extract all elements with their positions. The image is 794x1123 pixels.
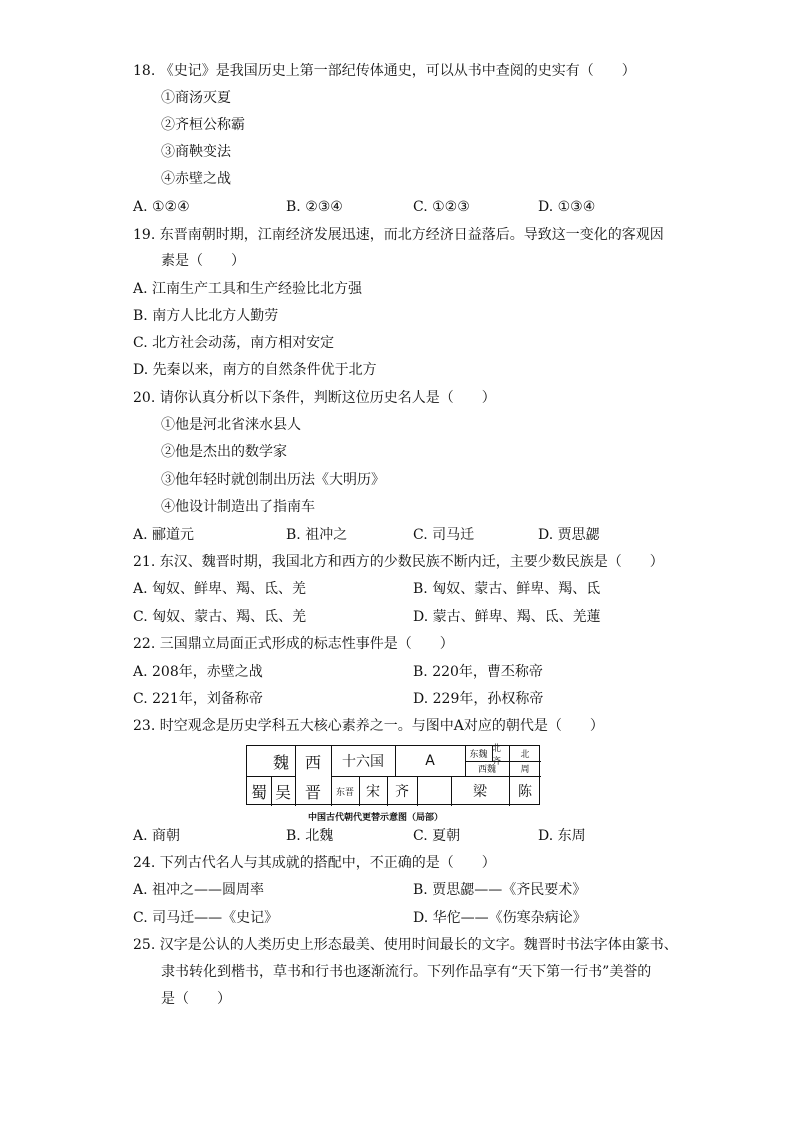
q21-option-d: D. 蒙古、鲜卑、羯、氐、羌蓮 [413, 609, 601, 625]
q22-option-a: A. 208年，赤壁之战 [133, 664, 263, 680]
q18-item-3: ③商鞅变法 [161, 144, 231, 160]
q22-option-d: D. 229年，孙权称帝 [413, 691, 544, 707]
q20-item-3: ③他年轻时就创制出历法《大明历》 [161, 472, 385, 488]
chart-wu: 吴 [274, 782, 291, 802]
q22-option-c: C. 221年，刘备称帝 [133, 691, 263, 707]
q19-option-b: B. 南方人比北方人勤劳 [133, 308, 279, 324]
q23-option-b: B. 北魏 [286, 828, 334, 844]
q18-option-a: A. ①②④ [133, 199, 190, 215]
q20-option-a: A. 郦道元 [133, 527, 195, 543]
q20-option-d: D. 贾思勰 [538, 527, 600, 543]
chart-qi: 齐 [395, 784, 409, 800]
q25-stem-line2: 隶书转化到楷书，草书和行书也逐渐流行。下列作品享有“天下第一行书”美誉的 [161, 964, 652, 980]
q18-option-c: C. ①②③ [413, 199, 470, 215]
q24-option-a: A. 祖冲之——圆周率 [133, 882, 265, 898]
chart-bei: 北 [520, 750, 530, 760]
q18-item-2: ②齐桓公称霸 [161, 117, 245, 133]
q25-stem-line3: 是（ ） [161, 991, 231, 1007]
q20-option-b: B. 祖冲之 [286, 527, 348, 543]
q19-stem-line1: 19. 东晋南朝时期，江南经济发展迅速，而北方经济日益落后。导致这一变化的客观因 [133, 227, 664, 243]
q23-stem: 23. 时空观念是历史学科五大核心素养之一。与图中A对应的朝代是（ ） [133, 718, 604, 734]
q18-item-4: ④赤壁之战 [161, 171, 231, 187]
q20-item-2: ②他是杰出的数学家 [161, 444, 287, 460]
q24-option-d: D. 华佗——《伤寒杂病论》 [413, 910, 587, 926]
q24-option-b: B. 贾思勰——《齐民要术》 [413, 882, 587, 898]
q19-option-a: A. 江南生产工具和生产经验比北方强 [133, 281, 363, 297]
q21-stem: 21. 东汉、魏晋时期，我国北方和西方的少数民族不断内迁，主要少数民族是（ ） [133, 554, 664, 570]
q22-stem: 22. 三国鼎立局面正式形成的标志性事件是（ ） [133, 636, 454, 652]
q20-option-c: C. 司马迁 [413, 527, 475, 543]
q18-stem: 18. 《史记》是我国历史上第一部纪传体通史，可以从书中查阅的史实有（ ） [133, 63, 636, 79]
chart-shu: 蜀 [250, 782, 267, 802]
q18-option-b: B. ②③④ [286, 199, 343, 215]
q24-option-c: C. 司马迁——《史记》 [133, 910, 279, 926]
q23-option-c: C. 夏朝 [413, 828, 461, 844]
q22-option-b: B. 220年，曹丕称帝 [413, 664, 543, 680]
chart-wei: 魏 [272, 752, 289, 772]
q20-item-1: ①他是河北省涞水县人 [161, 417, 301, 433]
chart-jin: 晋 [304, 782, 321, 802]
q23-option-d: D. 东周 [538, 828, 586, 844]
chart-zhou: 周 [520, 765, 530, 775]
chart-xi: 西 [304, 752, 321, 772]
q25-stem-line1: 25. 汉字是公认的人类历史上形态最美、使用时间最长的文字。魏晋时书法字体由篆书、 [133, 937, 678, 953]
q19-option-d: D. 先秦以来，南方的自然条件优于北方 [133, 362, 377, 378]
chart-sixteen-kingdoms: 十六国 [342, 754, 384, 770]
q23-option-a: A. 商朝 [133, 828, 181, 844]
q20-stem: 20. 请你认真分析以下条件，判断这位历史名人是（ ） [133, 390, 496, 406]
chart-chen: 陈 [518, 784, 532, 800]
chart-song: 宋 [366, 784, 380, 800]
chart-beiqi: 北齐 [492, 743, 502, 767]
chart-liang: 梁 [473, 784, 487, 800]
q21-option-a: A. 匈奴、鲜卑、羯、氐、羌 [133, 581, 307, 597]
q24-stem: 24. 下列古代名人与其成就的搭配中，不正确的是（ ） [133, 855, 496, 871]
q20-item-4: ④他设计制造出了指南车 [161, 499, 315, 515]
q18-item-1: ①商汤灭夏 [161, 90, 231, 106]
q19-stem-line2: 素是（ ） [161, 253, 245, 269]
chart-xiwei: 西魏 [477, 765, 496, 775]
chart-dongjin: 东晋 [335, 787, 354, 798]
chart-a: A [425, 753, 435, 769]
chart-caption: 中国古代朝代更替示意图（局部） [308, 813, 444, 823]
q21-option-b: B. 匈奴、蒙古、鲜卑、羯、氐 [413, 581, 601, 597]
chart-dongwei: 东魏 [469, 750, 488, 760]
q21-option-c: C. 匈奴、蒙古、羯、氐、羌 [133, 609, 307, 625]
q18-option-d: D. ①③④ [538, 199, 596, 215]
q19-option-c: C. 北方社会动荡，南方相对安定 [133, 335, 335, 351]
dynasty-chart [246, 745, 540, 805]
